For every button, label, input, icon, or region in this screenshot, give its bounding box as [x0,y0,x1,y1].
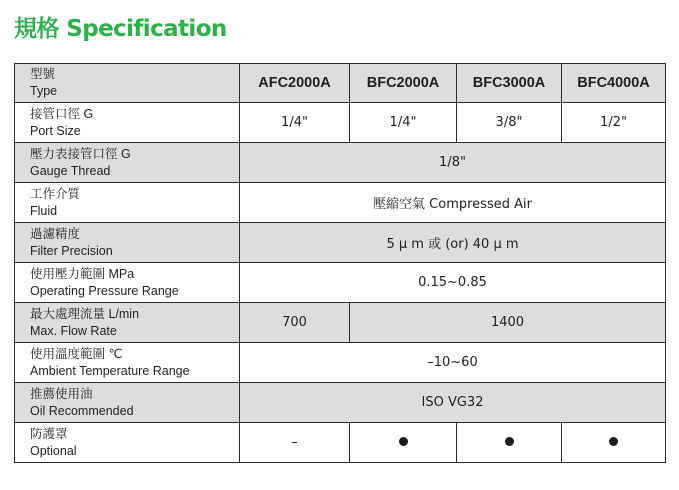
table-row-operating-pressure [15,263,666,303]
table-row-filter-precision [15,223,666,263]
port-size-bfc3000a: 3/8" [457,103,562,143]
gauge-thread-label-en: Gauge Thread [30,163,111,178]
model-afc2000a: AFC2000A [240,64,350,103]
gauge-thread-label-zh: 壓力表接管口徑 G [30,146,131,161]
table-row-oil [15,383,666,423]
table-row-gauge-thread [15,143,666,183]
gauge-thread-value: 1/8" [240,143,666,183]
table-row-port-size [15,103,666,143]
ambient-temp-label-en: Ambient Temperature Range [30,363,190,378]
port-size-bfc4000a: 1/2" [562,103,666,143]
type-label-zh: 型號 [30,67,56,81]
table-row-fluid [15,183,666,223]
included-dot-icon [399,437,408,446]
ambient-temp-label-zh: 使用溫度範圍 ℃ [30,346,123,361]
specification-table [14,63,666,463]
port-size-bfc2000a: 1/4" [350,103,457,143]
table-row-ambient-temp [15,343,666,383]
max-flow-label-en: Max. Flow Rate [30,323,117,338]
included-dot-icon [505,437,514,446]
title-en: Specification [66,16,227,42]
optional-label-en: Optional [30,443,77,458]
filter-precision-label-zh: 過濾精度 [30,226,81,241]
operating-pressure-value: 0.15~0.85 [240,263,666,303]
port-size-afc2000a: 1/4" [240,103,350,143]
type-label-cell [15,64,240,103]
max-flow-afc2000a: 700 [240,303,350,343]
type-label-en: Type [30,84,58,98]
optional-bfc4000a [562,423,666,463]
optional-bfc2000a [350,423,457,463]
filter-precision-label-en: Filter Precision [30,243,113,258]
optional-bfc3000a [457,423,562,463]
model-bfc2000a: BFC2000A [350,64,457,103]
ambient-temp-label [15,343,240,383]
filter-precision-value: 5 μ m 或 (or) 40 μ m [240,223,666,263]
operating-pressure-label-zh: 使用壓力範圍 MPa [30,266,135,281]
max-flow-label-zh: 最大處理流量 L/min [30,306,140,321]
page-title [14,14,227,44]
operating-pressure-label [15,263,240,303]
max-flow-label [15,303,240,343]
filter-precision-label [15,223,240,263]
port-size-label [15,103,240,143]
oil-label-zh: 推薦使用油 [30,386,93,401]
oil-label-en: Oil Recommended [30,403,134,418]
optional-afc2000a: – [240,423,350,463]
optional-label-zh: 防護罩 [30,426,68,441]
max-flow-bfc-series: 1400 [350,303,666,343]
fluid-label [15,183,240,223]
included-dot-icon [609,437,618,446]
fluid-label-zh: 工作介質 [30,186,81,201]
model-bfc4000a: BFC4000A [562,64,666,103]
title-zh: 規格 [14,16,59,42]
oil-value: ISO VG32 [240,383,666,423]
gauge-thread-label [15,143,240,183]
table-row-optional [15,423,666,463]
oil-label [15,383,240,423]
ambient-temp-value: –10~60 [240,343,666,383]
model-bfc3000a: BFC3000A [457,64,562,103]
table-header-row [15,64,666,103]
port-size-label-zh: 接管口徑 G [30,106,94,121]
fluid-value: 壓縮空氣 Compressed Air [240,183,666,223]
table-row-max-flow [15,303,666,343]
port-size-label-en: Port Size [30,123,81,138]
optional-label [15,423,240,463]
operating-pressure-label-en: Operating Pressure Range [30,283,179,298]
fluid-label-en: Fluid [30,203,58,218]
